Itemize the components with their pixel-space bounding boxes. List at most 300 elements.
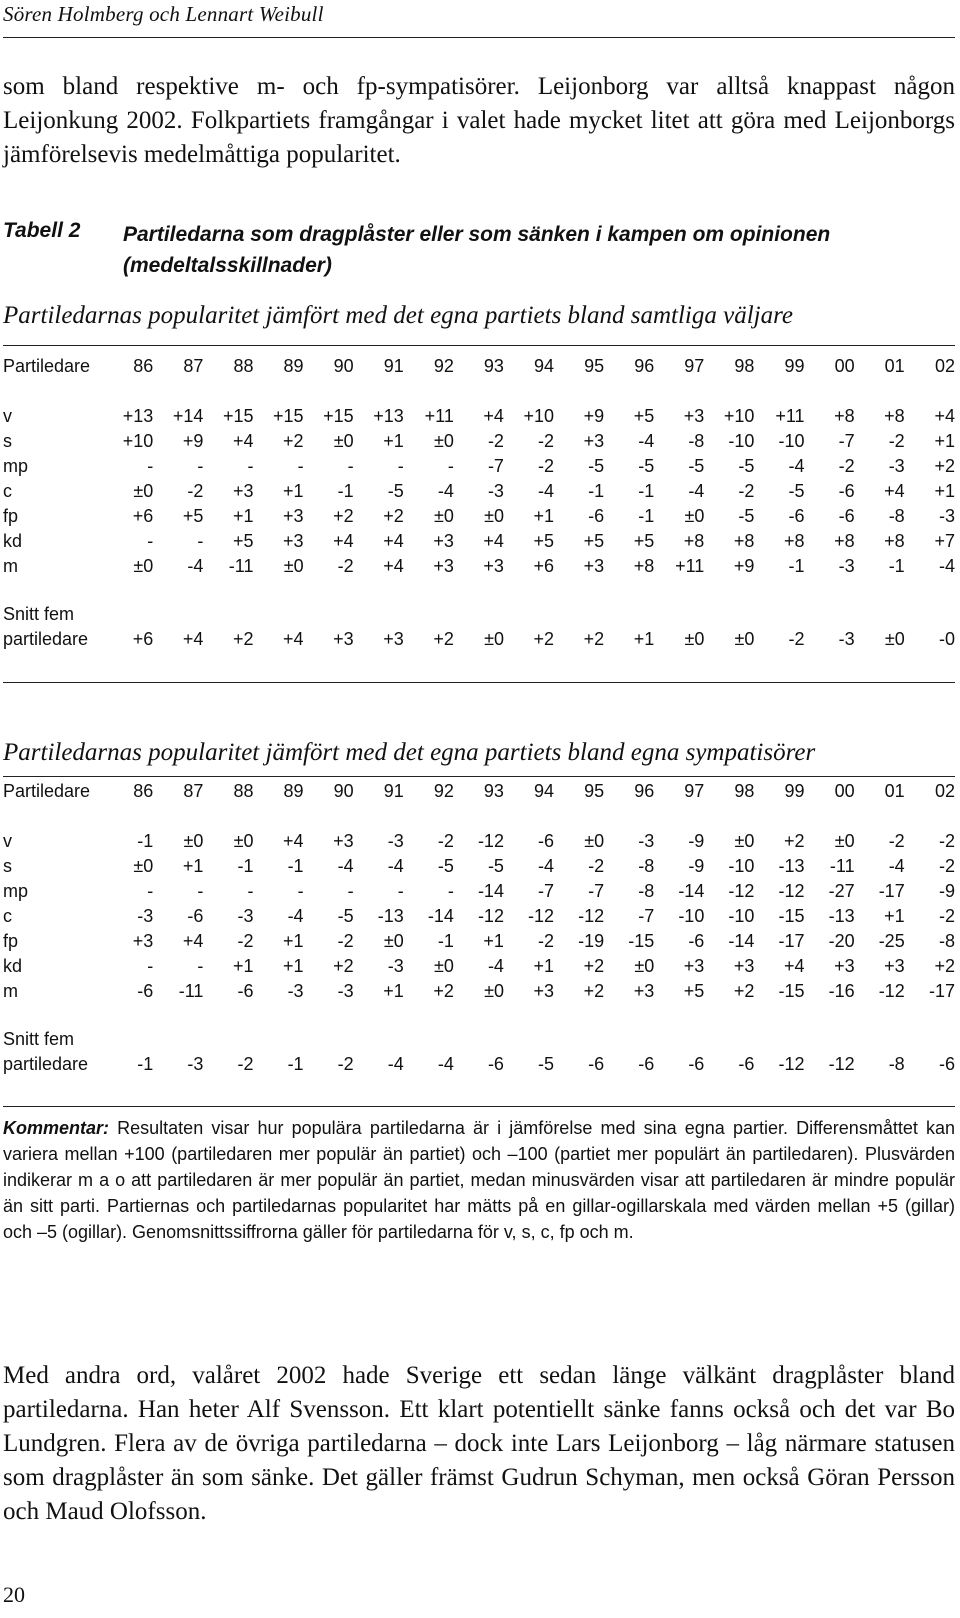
value-cell: -1: [638, 506, 655, 526]
header-label: Partiledare: [3, 356, 91, 376]
value-cell: +3: [333, 831, 354, 851]
table-row: [3, 904, 955, 929]
value-cell: +5: [633, 406, 655, 426]
value-cell: +4: [483, 531, 504, 551]
value-cell: -4: [437, 481, 454, 501]
header-row: [3, 354, 955, 379]
value-cell: -8: [638, 881, 655, 901]
value-cell: -4: [888, 856, 905, 876]
average-row: [3, 1052, 955, 1077]
value-cell: +6: [132, 506, 154, 526]
average-value: -2: [788, 629, 805, 649]
value-cell: -14: [678, 881, 705, 901]
party-label: c: [3, 906, 12, 926]
table-title: Partiledarna som dragplåster eller som sänken i kampen om opinionen (medeltalsskillnader): [123, 223, 831, 277]
value-cell: +8: [683, 531, 705, 551]
value-cell: -5: [337, 906, 354, 926]
value-cell: -5: [588, 456, 605, 476]
value-cell: -11: [178, 981, 204, 1001]
value-cell: +11: [424, 406, 454, 426]
value-cell: -7: [638, 906, 655, 926]
party-label: s: [3, 856, 12, 876]
value-cell: -4: [187, 556, 204, 576]
value-cell: -6: [688, 931, 705, 951]
value-cell: +10: [523, 406, 555, 426]
value-cell: ±0: [133, 481, 154, 501]
value-cell: +1: [884, 906, 905, 926]
party-label: v: [3, 831, 12, 851]
value-cell: -2: [888, 831, 905, 851]
value-cell: +1: [283, 931, 304, 951]
value-cell: -1: [588, 481, 605, 501]
value-cell: -17: [878, 881, 905, 901]
value-cell: -1: [638, 481, 655, 501]
value-cell: ±0: [484, 981, 504, 1001]
value-cell: +13: [373, 406, 404, 426]
value-cell: +4: [884, 481, 905, 501]
value-cell: -11: [829, 856, 855, 876]
value-cell: +1: [383, 431, 404, 451]
value-cell: ±0: [634, 956, 655, 976]
value-cell: +4: [283, 831, 304, 851]
value-cell: +2: [583, 956, 605, 976]
table-row: [3, 829, 955, 854]
value-cell: +4: [383, 556, 404, 576]
year-header: 93: [483, 356, 504, 376]
value-cell: ±0: [684, 506, 705, 526]
value-cell: -6: [237, 981, 254, 1001]
value-cell: +4: [483, 406, 504, 426]
average-value: ±0: [684, 629, 705, 649]
year-header: 01: [884, 356, 905, 376]
spacer-row: [3, 379, 955, 404]
value-cell: ±0: [484, 506, 504, 526]
value-cell: -1: [888, 556, 905, 576]
value-cell: -7: [538, 881, 555, 901]
average-value: -5: [538, 1054, 555, 1074]
average-label: partiledare: [3, 629, 89, 649]
value-cell: +1: [232, 956, 254, 976]
average-value: -8: [888, 1054, 905, 1074]
average-value: -12: [828, 1054, 855, 1074]
value-cell: -: [297, 881, 304, 901]
year-header: 98: [734, 356, 755, 376]
section-heading-all-voters: Partiledarnas popularitet jämfört med det egna partiets bland samtliga väljare: [3, 302, 794, 329]
value-cell: +3: [433, 556, 454, 576]
value-cell: +1: [934, 481, 955, 501]
value-cell: -12: [578, 906, 605, 926]
value-cell: -27: [828, 881, 855, 901]
value-cell: +8: [633, 556, 655, 576]
year-header: 88: [233, 781, 254, 801]
spacer-row: [3, 804, 955, 829]
average-value: +3: [383, 629, 404, 649]
year-header: 97: [684, 356, 705, 376]
value-cell: -2: [337, 556, 354, 576]
average-row: [3, 627, 955, 652]
average-value: ±0: [734, 629, 755, 649]
average-value: +4: [283, 629, 304, 649]
value-cell: +2: [333, 506, 354, 526]
value-cell: -4: [788, 456, 805, 476]
value-cell: -17: [928, 981, 955, 1001]
table-row: [3, 479, 955, 504]
average-value: -1: [137, 1054, 154, 1074]
value-cell: +2: [783, 831, 805, 851]
value-cell: -3: [337, 981, 354, 1001]
value-cell: +3: [683, 406, 705, 426]
year-header: 93: [483, 781, 504, 801]
value-cell: +3: [283, 506, 304, 526]
value-cell: ±0: [333, 431, 354, 451]
comment-lead: Kommentar:: [3, 1118, 110, 1138]
value-cell: -: [147, 881, 154, 901]
average-label-row: [3, 602, 955, 627]
value-cell: -6: [538, 831, 555, 851]
value-cell: +4: [383, 531, 404, 551]
value-cell: ±0: [734, 831, 755, 851]
value-cell: ±0: [133, 856, 154, 876]
average-label: Snitt fem: [3, 1029, 75, 1049]
average-value: ±0: [484, 629, 504, 649]
table-rule: [3, 345, 955, 346]
value-cell: -6: [788, 506, 805, 526]
value-cell: -3: [387, 956, 404, 976]
value-cell: +1: [383, 981, 404, 1001]
value-cell: -: [347, 456, 354, 476]
value-cell: +4: [934, 406, 955, 426]
value-cell: -17: [778, 931, 805, 951]
value-cell: -15: [778, 906, 805, 926]
party-label: mp: [3, 456, 29, 476]
value-cell: -2: [337, 931, 354, 951]
value-cell: +5: [182, 506, 204, 526]
average-value: -6: [487, 1054, 504, 1074]
value-cell: -8: [888, 506, 905, 526]
value-cell: +2: [433, 981, 454, 1001]
value-cell: -2: [487, 431, 504, 451]
party-label: v: [3, 406, 12, 426]
value-cell: -10: [728, 856, 755, 876]
value-cell: +8: [834, 406, 855, 426]
value-cell: +13: [122, 406, 154, 426]
intro-paragraph: som bland respektive m- och fp-sympatisörer. Leijonborg var alltså knappast någon Leijonkung 2002. Folkpartiets framgångar i valet hade mycket litet att göra med Leijonborgs jämförelsevis medelmåttiga popularitet.: [3, 73, 955, 168]
average-value: -2: [337, 1054, 354, 1074]
party-label: m: [3, 556, 18, 576]
table-row: [3, 554, 955, 579]
value-cell: -12: [728, 881, 755, 901]
value-cell: +8: [733, 531, 755, 551]
value-cell: +2: [934, 456, 955, 476]
table-row: [3, 979, 955, 1004]
average-value: -6: [638, 1054, 655, 1074]
year-header: 98: [734, 781, 755, 801]
value-cell: -3: [287, 981, 304, 1001]
table-rule: [3, 682, 955, 683]
value-cell: +11: [675, 556, 705, 576]
value-cell: -5: [387, 481, 404, 501]
value-cell: +9: [583, 406, 605, 426]
average-value: +2: [232, 629, 254, 649]
value-cell: -1: [287, 856, 304, 876]
value-cell: +3: [834, 956, 855, 976]
value-cell: +2: [283, 431, 304, 451]
value-cell: +10: [122, 431, 154, 451]
value-cell: +3: [433, 531, 454, 551]
value-cell: +10: [723, 406, 755, 426]
party-label: m: [3, 981, 18, 1001]
year-header: 99: [784, 781, 805, 801]
value-cell: -12: [778, 881, 805, 901]
value-cell: -6: [588, 506, 605, 526]
value-cell: +3: [633, 981, 655, 1001]
value-cell: ±0: [283, 556, 304, 576]
value-cell: -1: [437, 931, 454, 951]
value-cell: ±0: [433, 956, 454, 976]
value-cell: +1: [283, 956, 304, 976]
value-cell: -: [397, 456, 404, 476]
value-cell: -4: [337, 856, 354, 876]
year-header: 89: [283, 356, 304, 376]
value-cell: +1: [283, 481, 304, 501]
value-cell: -2: [838, 456, 855, 476]
year-header: 87: [183, 781, 204, 801]
value-cell: -16: [828, 981, 855, 1001]
comment-text: Resultaten visar hur populära partiledarna är i jämförelse med sina egna partier. Differensmåttet kan variera mellan +100 (partiledaren mer populär än partiet) och –100 (partiet mer populärt än partiledaren). Plusvärden indikerar m a o att partiledaren är mer populär än partiet, medan minusvärden visar att partiledaren är mindre populär än sitt parti. Partiernas och partiledarnas popularitet har mätts på en gillar-ogillarskala med värden mellan +5 (gillar) och –5 (ogillar). Genomsnittssiffrorna gäller för partiledarna för v, s, c, fp och m.: [3, 1118, 955, 1242]
value-cell: -4: [487, 956, 504, 976]
average-value: -0: [938, 629, 955, 649]
value-cell: +6: [533, 556, 555, 576]
value-cell: -6: [838, 481, 855, 501]
value-cell: -2: [888, 431, 905, 451]
table-row: [3, 929, 955, 954]
value-cell: -25: [878, 931, 905, 951]
value-cell: +4: [783, 956, 805, 976]
year-header: 92: [433, 781, 454, 801]
value-cell: -10: [728, 431, 755, 451]
value-cell: -2: [588, 856, 605, 876]
year-header: 90: [333, 356, 354, 376]
year-header: 92: [433, 356, 454, 376]
table-row: [3, 954, 955, 979]
party-label: kd: [3, 956, 23, 976]
value-cell: -3: [487, 481, 504, 501]
table-row: [3, 854, 955, 879]
value-cell: +3: [884, 956, 905, 976]
year-header: 94: [534, 781, 555, 801]
value-cell: -: [447, 881, 454, 901]
value-cell: -9: [688, 831, 705, 851]
value-cell: -12: [477, 906, 504, 926]
value-cell: -5: [638, 456, 655, 476]
average-value: -6: [688, 1054, 705, 1074]
value-cell: -8: [938, 931, 955, 951]
value-cell: -5: [788, 481, 805, 501]
value-cell: -2: [938, 906, 955, 926]
value-cell: +5: [533, 531, 555, 551]
value-cell: +11: [775, 406, 805, 426]
value-cell: -: [397, 881, 404, 901]
value-cell: -7: [487, 456, 504, 476]
value-cell: +14: [172, 406, 204, 426]
value-cell: +3: [232, 481, 254, 501]
table-comment: [3, 1115, 955, 1245]
value-cell: -10: [728, 906, 755, 926]
value-cell: -2: [938, 856, 955, 876]
year-header: 00: [834, 781, 855, 801]
value-cell: +3: [132, 931, 154, 951]
value-cell: -4: [688, 481, 705, 501]
value-cell: -8: [688, 431, 705, 451]
party-label: fp: [3, 506, 19, 526]
year-header: 86: [133, 356, 154, 376]
value-cell: +2: [733, 981, 755, 1001]
value-cell: -3: [237, 906, 254, 926]
value-cell: +2: [934, 956, 955, 976]
value-cell: -13: [828, 906, 855, 926]
value-cell: -13: [377, 906, 404, 926]
year-header: 02: [934, 356, 955, 376]
value-cell: -14: [477, 881, 504, 901]
value-cell: -: [197, 531, 204, 551]
average-value: +2: [583, 629, 605, 649]
year-header: 00: [834, 356, 855, 376]
value-cell: -4: [938, 556, 955, 576]
value-cell: +15: [323, 406, 354, 426]
value-cell: +1: [533, 956, 555, 976]
value-cell: +3: [533, 981, 555, 1001]
value-cell: -5: [437, 856, 454, 876]
value-cell: -4: [538, 481, 555, 501]
value-cell: ±0: [183, 831, 204, 851]
average-value: +4: [182, 629, 204, 649]
year-header: 91: [383, 356, 404, 376]
value-cell: -13: [778, 856, 805, 876]
value-cell: -2: [187, 481, 204, 501]
value-cell: +3: [583, 556, 605, 576]
value-cell: -12: [477, 831, 504, 851]
value-cell: -: [197, 881, 204, 901]
table-row: [3, 879, 955, 904]
party-label: fp: [3, 931, 19, 951]
value-cell: -: [197, 956, 204, 976]
year-header: 95: [584, 356, 605, 376]
value-cell: -6: [137, 981, 154, 1001]
value-cell: +15: [273, 406, 304, 426]
spacer-row: [3, 1004, 955, 1027]
running-head: Sören Holmberg och Lennart Weibull: [3, 2, 324, 26]
value-cell: -2: [738, 481, 755, 501]
value-cell: -2: [237, 931, 254, 951]
table-row: [3, 504, 955, 529]
value-cell: -12: [528, 906, 555, 926]
average-value: +6: [132, 629, 154, 649]
value-cell: -: [147, 956, 154, 976]
value-cell: +5: [683, 981, 705, 1001]
value-cell: -3: [137, 906, 154, 926]
spacer-row: [3, 579, 955, 602]
average-value: -3: [838, 629, 855, 649]
value-cell: -1: [237, 856, 254, 876]
value-cell: +8: [884, 531, 905, 551]
value-cell: +1: [533, 506, 555, 526]
value-cell: +5: [232, 531, 254, 551]
year-header: 01: [884, 781, 905, 801]
value-cell: -3: [938, 506, 955, 526]
table-all-voters: [3, 354, 955, 652]
average-value: -6: [588, 1054, 605, 1074]
table-rule: [3, 1106, 955, 1107]
value-cell: -3: [888, 456, 905, 476]
average-value: ±0: [884, 629, 905, 649]
value-cell: -10: [778, 431, 805, 451]
average-value: -6: [738, 1054, 755, 1074]
table-number: Tabell 2: [3, 219, 81, 242]
value-cell: -5: [738, 456, 755, 476]
value-cell: ±0: [433, 506, 454, 526]
value-cell: -2: [538, 456, 555, 476]
value-cell: -9: [688, 856, 705, 876]
average-value: +1: [633, 629, 655, 649]
value-cell: +9: [733, 556, 755, 576]
value-cell: +1: [232, 506, 254, 526]
value-cell: +3: [733, 956, 755, 976]
value-cell: -6: [187, 906, 204, 926]
value-cell: -11: [228, 556, 254, 576]
value-cell: -14: [728, 931, 755, 951]
value-cell: +5: [583, 531, 605, 551]
value-cell: -2: [437, 831, 454, 851]
average-value: +2: [433, 629, 454, 649]
section-heading-own-supporters: Partiledarnas popularitet jämfört med det egna partiets bland egna sympatisörer: [3, 739, 816, 766]
value-cell: -: [297, 456, 304, 476]
header-label: Partiledare: [3, 781, 91, 801]
value-cell: -1: [788, 556, 805, 576]
value-cell: +7: [934, 531, 955, 551]
year-header: 90: [333, 781, 354, 801]
table-own-supporters: [3, 779, 955, 1077]
value-cell: -1: [137, 831, 154, 851]
value-cell: +3: [683, 956, 705, 976]
value-cell: +1: [182, 856, 204, 876]
party-label: kd: [3, 531, 23, 551]
value-cell: -: [247, 456, 254, 476]
value-cell: -5: [738, 506, 755, 526]
value-cell: +1: [934, 431, 955, 451]
value-cell: -4: [287, 906, 304, 926]
year-header: 86: [133, 781, 154, 801]
party-label: c: [3, 481, 12, 501]
header-row: [3, 779, 955, 804]
value-cell: +8: [884, 406, 905, 426]
year-header: 97: [684, 781, 705, 801]
year-header: 88: [233, 356, 254, 376]
table-row: [3, 454, 955, 479]
year-header: 91: [383, 781, 404, 801]
average-value: +3: [333, 629, 354, 649]
value-cell: +4: [182, 931, 204, 951]
value-cell: -3: [387, 831, 404, 851]
average-value: -3: [187, 1054, 204, 1074]
value-cell: ±0: [133, 556, 154, 576]
year-header: 94: [534, 356, 555, 376]
year-header: 99: [784, 356, 805, 376]
header-rule: [3, 37, 955, 38]
value-cell: -: [247, 881, 254, 901]
average-value: +2: [533, 629, 555, 649]
value-cell: -3: [638, 831, 655, 851]
average-value: -2: [237, 1054, 254, 1074]
